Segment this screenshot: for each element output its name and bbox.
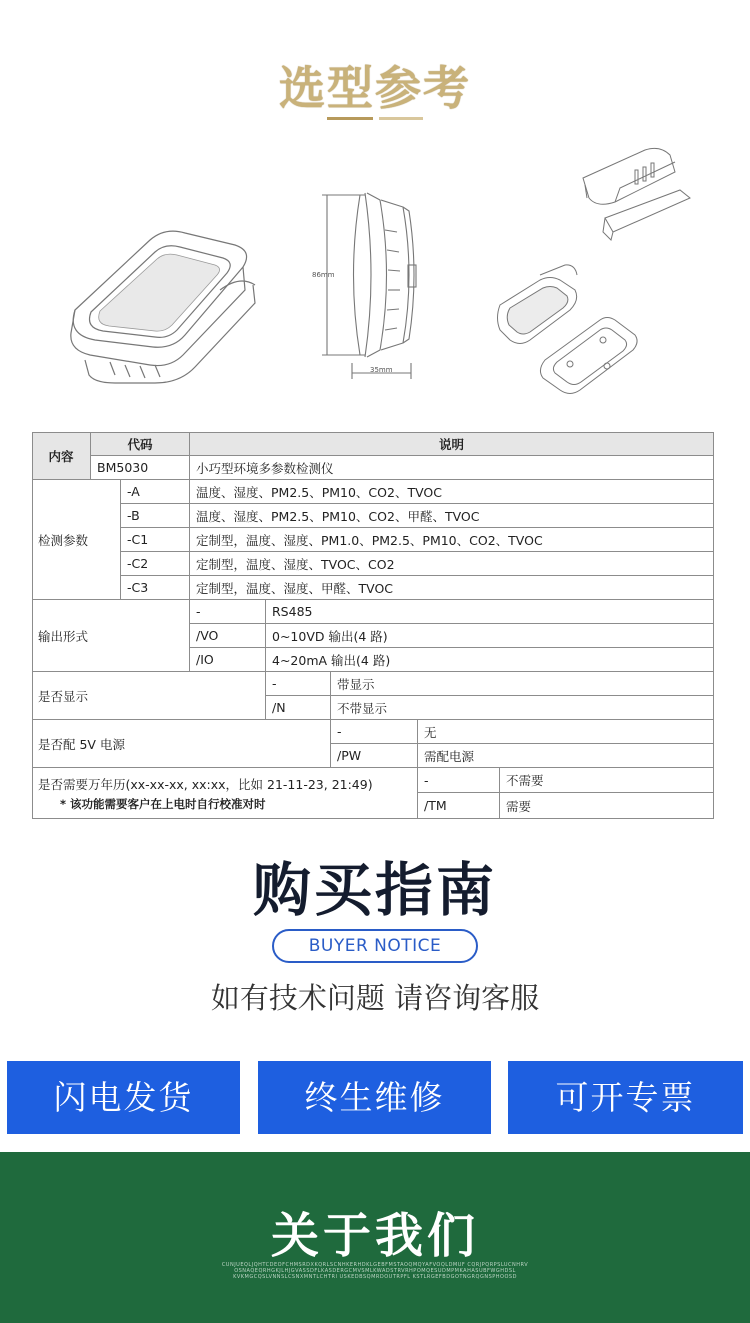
detect-code: -B — [121, 504, 190, 528]
detect-code: -A — [121, 480, 190, 504]
output-code: /IO — [190, 648, 266, 672]
output-description: 0~10VD 输出(4 路) — [266, 624, 714, 648]
table-header-description: 说明 — [190, 432, 714, 456]
detect-description: 定制型，温度、湿度、TVOC、CO2 — [190, 552, 714, 576]
title-underline — [327, 117, 423, 121]
underline-segment — [327, 117, 373, 120]
product-side-view-drawing — [305, 185, 440, 395]
calendar-note: * 该功能需要客户在上电时自行校准对时 — [60, 796, 266, 811]
power-label: 是否配 5V 电源 — [32, 720, 331, 768]
output-code: - — [190, 600, 266, 624]
section-title-selection: 选型参考 — [279, 61, 471, 115]
invoice-button[interactable]: 可开专票 — [508, 1061, 743, 1134]
table-header-code: 代码 — [91, 432, 190, 456]
detect-description: 定制型，温度、湿度、甲醛、TVOC — [190, 576, 714, 600]
power-code: - — [331, 720, 418, 744]
spec-table — [32, 432, 714, 819]
output-description: RS485 — [266, 600, 714, 624]
display-code: - — [266, 672, 331, 696]
detect-params-label: 检测参数 — [32, 480, 121, 600]
underline-segment — [379, 117, 423, 120]
detect-description: 温度、湿度、PM2.5、PM10、CO2、TVOC — [190, 480, 714, 504]
consult-service-text: 如有技术问题 请咨询客服 — [210, 981, 540, 1015]
calendar-label: 是否需要万年历(xx-xx-xx, xx:xx，比如 21-11-23, 21:49) — [38, 776, 373, 792]
detect-code: -C3 — [121, 576, 190, 600]
table-header-content: 内容 — [32, 432, 91, 480]
power-description: 需配电源 — [418, 744, 714, 768]
fine-print-line: OSNAQEQRHGKJLHJGVASSDFLKASDERGCMVSMLKWADSTRVRHPOMQESUDMPMKAHASUBFWGHDSL — [234, 1268, 516, 1274]
calendar-description: 需要 — [500, 793, 714, 819]
model-code: BM5030 — [91, 456, 190, 480]
detect-code: -C1 — [121, 528, 190, 552]
output-code: /VO — [190, 624, 266, 648]
model-description: 小巧型环境多参数检测仪 — [190, 456, 714, 480]
product-perspective-drawing — [55, 215, 265, 390]
detect-code: -C2 — [121, 552, 190, 576]
output-description: 4~20mA 输出(4 路) — [266, 648, 714, 672]
display-code: /N — [266, 696, 331, 720]
lifetime-repair-button[interactable]: 终生维修 — [258, 1061, 491, 1134]
fast-shipping-button[interactable]: 闪电发货 — [7, 1061, 240, 1134]
power-description: 无 — [418, 720, 714, 744]
fine-print-line: KVKMGCQSLVNNSLCSNXMNTLCHTRI USKEDBSQMRDOUTRPFL KSTLRGEFBDGOTNGRQGNSPHOOSD — [233, 1274, 517, 1280]
section-title-about-us: 关于我们 — [270, 1208, 479, 1264]
display-description: 不带显示 — [331, 696, 714, 720]
about-us-section — [0, 1152, 750, 1323]
calendar-code: /TM — [418, 793, 500, 819]
dimension-width-label: 35mm — [370, 366, 393, 374]
display-label: 是否显示 — [32, 672, 266, 720]
output-form-label: 输出形式 — [32, 600, 190, 672]
calendar-label-cell — [32, 768, 418, 819]
buyer-notice-badge: BUYER NOTICE — [272, 929, 478, 963]
fine-print-line: CUNJUEQLJQHTCDEOFCHMSRDXKQRLSCNHKERHDKLGEBFMSTAOQMQYAFVOQLDMUF CQRJPQRPSLUCNHRV — [221, 1262, 529, 1268]
detect-description: 温度、湿度、PM2.5、PM10、CO2、甲醛、TVOC — [190, 504, 714, 528]
about-fine-print — [0, 1262, 750, 1280]
product-exploded-view-drawing — [485, 140, 695, 410]
calendar-code: - — [418, 768, 500, 793]
power-code: /PW — [331, 744, 418, 768]
display-description: 带显示 — [331, 672, 714, 696]
dimension-height-label: 86mm — [312, 271, 335, 279]
section-title-buyer-guide: 购买指南 — [252, 856, 497, 924]
calendar-description: 不需要 — [500, 768, 714, 793]
detect-description: 定制型，温度、湿度、PM1.0、PM2.5、PM10、CO2、TVOC — [190, 528, 714, 552]
